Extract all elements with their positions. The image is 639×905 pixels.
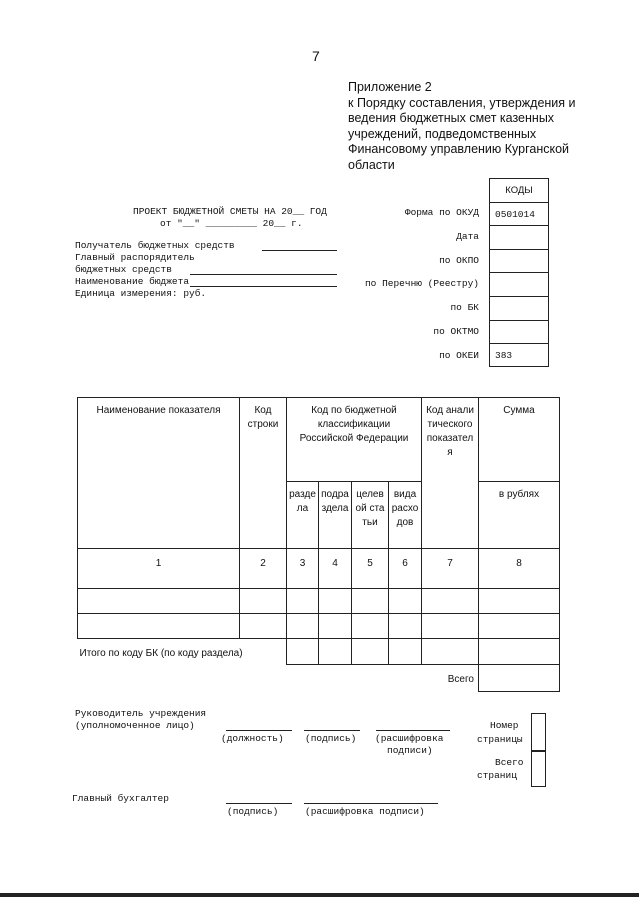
- codes-box: [489, 178, 549, 367]
- col-number: 2: [240, 549, 287, 589]
- col-number: 4: [319, 549, 352, 589]
- header-sum: Сумма: [479, 398, 560, 482]
- table-row: [78, 614, 560, 639]
- pages-total-label-sub: страниц: [477, 770, 517, 781]
- header-in-rubles: в рублях: [479, 482, 560, 549]
- table-cell[interactable]: [319, 589, 352, 614]
- accountant-signature-line: [226, 803, 292, 804]
- code-label-oktmo: по ОКТМО: [433, 326, 479, 337]
- chief-accountant-label: Главный бухгалтер: [72, 793, 169, 804]
- head-label: Руководитель учреждения: [75, 708, 207, 719]
- header-section: раздела: [287, 482, 319, 549]
- code-value-registry: [490, 272, 548, 296]
- total-all-row: [78, 665, 560, 692]
- form-title: ПРОЕКТ БЮДЖЕТНОЙ СМЕТЫ НА 20__ ГОД: [133, 206, 327, 217]
- table-cell[interactable]: [422, 589, 479, 614]
- table-cell[interactable]: [389, 614, 422, 639]
- code-label-okpo: по ОКПО: [439, 255, 479, 266]
- table-cell[interactable]: [352, 639, 389, 665]
- table-cell[interactable]: [78, 614, 240, 639]
- position-line: [226, 730, 292, 731]
- signature-line: [304, 730, 360, 731]
- code-label-okei: по ОКЕИ: [439, 350, 479, 361]
- col-number: 1: [78, 549, 240, 589]
- decoding-caption: (расшифровка: [375, 733, 444, 744]
- code-value-okei: 383: [490, 343, 548, 367]
- table-row: [78, 589, 560, 614]
- head-label-sub: (уполномоченное лицо): [75, 720, 195, 731]
- table-cell[interactable]: [479, 639, 560, 665]
- table-cell[interactable]: [389, 589, 422, 614]
- table-cell[interactable]: [240, 589, 287, 614]
- header-indicator-name: Наименование показателя: [78, 398, 240, 549]
- col-number: 5: [352, 549, 389, 589]
- appendix-text: к Порядку составления, утверждения и ведения бюджетных смет казенных учреждений, подведомственных Финансовому управлению Курганской области: [348, 95, 576, 172]
- total-bk-label: Итого по коду БК (по коду раздела): [79, 648, 243, 659]
- field-chief-manager: Главный распорядитель: [75, 252, 195, 263]
- field-recipient: Получатель бюджетных средств: [75, 240, 235, 251]
- col-number: 3: [287, 549, 319, 589]
- page-number-label-sub: страницы: [477, 734, 523, 745]
- col-number: 7: [422, 549, 479, 589]
- code-value-okud: 0501014: [490, 202, 548, 226]
- field-unit: Единица измерения: руб.: [75, 288, 207, 299]
- total-all-value[interactable]: [479, 665, 560, 692]
- code-value-bk: [490, 296, 548, 320]
- table-cell[interactable]: [422, 639, 479, 665]
- decoding-caption-sub: подписи): [387, 745, 433, 756]
- code-label-okud: Форма по ОКУД: [404, 207, 479, 218]
- field-manager-line: [190, 274, 337, 275]
- table-cell[interactable]: [422, 614, 479, 639]
- table-cell[interactable]: [352, 614, 389, 639]
- header-bk-code: Код по бюджетной классификации Российской Федерации: [287, 398, 422, 482]
- code-value-okpo: [490, 249, 548, 273]
- table-cell[interactable]: [319, 614, 352, 639]
- budget-table: [77, 397, 560, 692]
- table-cell[interactable]: [319, 639, 352, 665]
- page-number-label: Номер: [490, 720, 519, 731]
- codes-header: КОДЫ: [490, 178, 548, 202]
- table-cell[interactable]: [479, 614, 560, 639]
- header-subsection: подраздела: [319, 482, 352, 549]
- table-cell[interactable]: [352, 589, 389, 614]
- total-bk-row: [78, 639, 560, 665]
- code-label-registry: по Перечню (Реестру): [364, 278, 479, 289]
- header-analytic-code: Код аналитического показателя: [422, 398, 479, 549]
- column-numbers-row: [78, 549, 560, 589]
- bottom-border: [0, 893, 639, 897]
- col-number: 8: [479, 549, 560, 589]
- header-expense-type: вида расходов: [389, 482, 422, 549]
- decoding-line: [376, 730, 450, 731]
- table-cell[interactable]: [78, 589, 240, 614]
- form-date: от "__" _________ 20__ г.: [160, 218, 303, 229]
- code-value-oktmo: [490, 320, 548, 344]
- col-number: 6: [389, 549, 422, 589]
- field-budget-name-line: [190, 286, 337, 287]
- appendix-block: [348, 80, 588, 173]
- page-number: 7: [312, 48, 320, 64]
- accountant-decoding-caption: (расшифровка подписи): [305, 806, 425, 817]
- signature-caption: (подпись): [305, 733, 357, 744]
- header-row-code: Код строки: [240, 398, 287, 549]
- table-cell[interactable]: [479, 589, 560, 614]
- appendix-title: Приложение 2: [348, 80, 432, 94]
- table-cell[interactable]: [287, 639, 319, 665]
- table-cell[interactable]: [240, 614, 287, 639]
- accountant-signature-caption: (подпись): [227, 806, 279, 817]
- header-target-article: целевой статьи: [352, 482, 389, 549]
- field-budget-funds: бюджетных средств: [75, 264, 172, 275]
- code-value-date: [490, 225, 548, 249]
- pages-total-box[interactable]: [531, 751, 546, 787]
- table-cell[interactable]: [287, 614, 319, 639]
- code-label-date: Дата: [456, 231, 479, 242]
- total-all-label: Всего: [447, 674, 474, 685]
- accountant-decoding-line: [304, 803, 438, 804]
- field-recipient-line: [262, 250, 337, 251]
- code-label-bk: по БК: [450, 302, 479, 313]
- position-caption: (должность): [221, 733, 284, 744]
- table-cell[interactable]: [287, 589, 319, 614]
- pages-total-label: Всего: [495, 757, 524, 768]
- table-cell[interactable]: [389, 639, 422, 665]
- field-budget-name: Наименование бюджета: [75, 276, 190, 287]
- page-number-box[interactable]: [531, 713, 546, 751]
